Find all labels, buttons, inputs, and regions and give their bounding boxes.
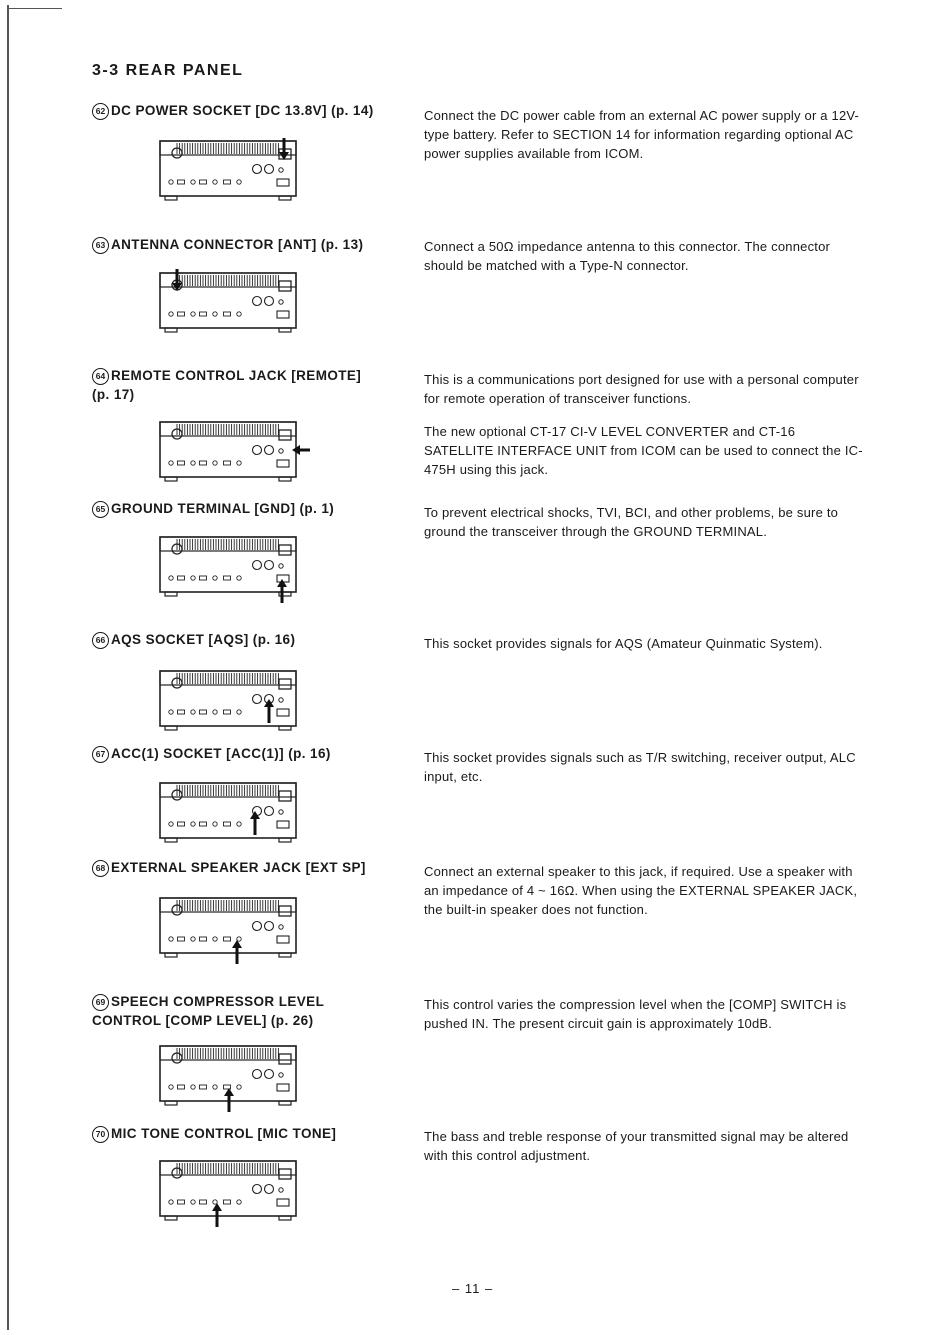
item-description-remote: [424, 370, 864, 493]
foot-right: [279, 726, 291, 730]
dc-socket-drawing: [279, 1169, 291, 1179]
aqs-socket-drawing: [265, 807, 274, 816]
rear-panel-drawing: [157, 777, 307, 847]
rear-jack-drawing: [224, 312, 231, 316]
rear-jack-drawing: [200, 1200, 207, 1204]
pointer-arrow-head: [232, 940, 242, 948]
item-number-badge: 66: [92, 632, 109, 649]
remote-jack-drawing: [279, 925, 283, 929]
pointer-arrow-head: [277, 579, 287, 587]
rear-panel-drawing: [157, 531, 307, 611]
rear-jack-drawing: [237, 576, 241, 580]
rear-panel-drawing: [157, 135, 307, 205]
rear-panel-diagram-comp-level: [157, 1040, 307, 1110]
item-heading-text: SPEECH COMPRESSOR LEVEL CONTROL [COMP LEVEL] (p. 26): [92, 994, 325, 1028]
item-heading-text: REMOTE CONTROL JACK [REMOTE] (p. 17): [92, 368, 362, 402]
item-description-mic-tone: [424, 1127, 864, 1179]
rear-jack-drawing: [169, 937, 173, 941]
description-paragraph: To prevent electrical shocks, TVI, BCI, and other problems, be sure to ground the transceiver through the GROUND TERMINAL.: [424, 505, 839, 539]
description-paragraph: The bass and treble response of your transmitted signal may be altered with this control adjustment.: [424, 1129, 849, 1163]
item-heading-remote: [92, 366, 402, 404]
aqs-socket-drawing: [265, 1070, 274, 1079]
item-heading-text: ACC(1) SOCKET [ACC(1)] (p. 16): [111, 746, 331, 761]
rear-jack-drawing: [178, 312, 185, 316]
ground-terminal-drawing: [277, 179, 289, 186]
rear-jack-drawing: [200, 461, 207, 465]
rear-panel-drawing: [157, 665, 307, 735]
rear-jack-drawing: [213, 1200, 217, 1204]
item-heading-mic-tone: [92, 1124, 402, 1143]
rear-jack-drawing: [191, 937, 195, 941]
dc-socket-drawing: [279, 791, 291, 801]
item-heading-text: MIC TONE CONTROL [MIC TONE]: [111, 1126, 337, 1141]
rear-jack-drawing: [237, 312, 241, 316]
rear-jack-drawing: [178, 937, 185, 941]
binding-edge-tick: [7, 8, 62, 9]
acc1-socket-drawing: [253, 561, 262, 570]
rear-jack-drawing: [213, 180, 217, 184]
item-heading-text: AQS SOCKET [AQS] (p. 16): [111, 632, 296, 647]
rear-jack-drawing: [191, 1200, 195, 1204]
rear-jack-drawing: [213, 576, 217, 580]
remote-jack-drawing: [279, 449, 283, 453]
remote-jack-drawing: [279, 698, 283, 702]
rear-jack-drawing: [200, 937, 207, 941]
rear-jack-drawing: [224, 710, 231, 714]
rear-jack-drawing: [213, 312, 217, 316]
dc-socket-drawing: [279, 430, 291, 440]
rear-jack-drawing: [200, 710, 207, 714]
rear-jack-drawing: [178, 710, 185, 714]
ground-terminal-drawing: [277, 1084, 289, 1091]
aqs-socket-drawing: [265, 446, 274, 455]
rear-jack-drawing: [178, 576, 185, 580]
foot-right: [279, 838, 291, 842]
description-paragraph: This socket provides signals for AQS (Amateur Quinmatic System).: [424, 636, 823, 651]
rear-panel-drawing: [157, 267, 307, 342]
foot-right: [279, 1216, 291, 1220]
dc-socket-drawing: [279, 281, 291, 291]
aqs-socket-drawing: [265, 297, 274, 306]
foot-left: [165, 953, 177, 957]
aqs-socket-drawing: [265, 165, 274, 174]
rear-jack-drawing: [169, 710, 173, 714]
item-description-ext-speaker: [424, 862, 864, 933]
remote-jack-drawing: [279, 1188, 283, 1192]
rear-jack-drawing: [237, 937, 241, 941]
foot-right: [279, 953, 291, 957]
foot-left: [165, 1216, 177, 1220]
rear-panel-diagram-antenna: [157, 267, 307, 337]
rear-jack-drawing: [191, 312, 195, 316]
rear-jack-drawing: [191, 822, 195, 826]
remote-jack-drawing: [279, 1073, 283, 1077]
rear-jack-drawing: [178, 461, 185, 465]
ground-terminal-drawing: [277, 460, 289, 467]
description-paragraph: This is a communications port designed for use with a personal computer for remote operation of transceiver functions.: [424, 372, 859, 406]
foot-right: [279, 1101, 291, 1105]
description-paragraph: The new optional CT-17 CI-V LEVEL CONVERTER and CT-16 SATELLITE INTERFACE UNIT from ICOM can be used to connect the IC-475H using this jack.: [424, 424, 863, 477]
rear-panel-drawing: [157, 1040, 307, 1115]
pointer-arrow-head: [264, 699, 274, 707]
aqs-socket-drawing: [265, 1185, 274, 1194]
rear-jack-drawing: [224, 1085, 231, 1089]
rear-jack-drawing: [191, 1085, 195, 1089]
acc1-socket-drawing: [253, 165, 262, 174]
acc1-socket-drawing: [253, 922, 262, 931]
rear-jack-drawing: [213, 937, 217, 941]
dc-socket-drawing: [279, 545, 291, 555]
acc1-socket-drawing: [253, 1185, 262, 1194]
ground-terminal-drawing: [277, 709, 289, 716]
description-paragraph: This control varies the compression level when the [COMP] SWITCH is pushed IN. The present circuit gain is approximately 10dB.: [424, 997, 847, 1031]
rear-jack-drawing: [191, 461, 195, 465]
rear-panel-diagram-remote: [157, 416, 307, 486]
item-description-dc-power: [424, 106, 864, 177]
item-heading-acc1: [92, 744, 402, 763]
rear-jack-drawing: [169, 1085, 173, 1089]
rear-jack-drawing: [169, 822, 173, 826]
foot-left: [165, 592, 177, 596]
rear-panel-drawing: [157, 892, 307, 970]
description-paragraph: Connect an external speaker to this jack, if required. Use a speaker with an impedance of 4 ~ 16Ω. When using the EXTERNAL SPEAKER JACK, the built-in speaker does not function.: [424, 864, 858, 917]
rear-jack-drawing: [237, 1085, 241, 1089]
aqs-socket-drawing: [265, 922, 274, 931]
binding-edge-line: [7, 5, 9, 1330]
aqs-socket-drawing: [265, 561, 274, 570]
rear-jack-drawing: [237, 710, 241, 714]
rear-jack-drawing: [224, 461, 231, 465]
rear-jack-drawing: [178, 180, 185, 184]
item-heading-text: GROUND TERMINAL [GND] (p. 1): [111, 501, 335, 516]
item-number-badge: 70: [92, 1126, 109, 1143]
rear-jack-drawing: [213, 1085, 217, 1089]
rear-jack-drawing: [169, 180, 173, 184]
item-description-acc1: [424, 748, 864, 800]
rear-jack-drawing: [169, 312, 173, 316]
item-heading-text: ANTENNA CONNECTOR [ANT] (p. 13): [111, 237, 364, 252]
rear-jack-drawing: [169, 1200, 173, 1204]
rear-jack-drawing: [224, 937, 231, 941]
item-heading-comp-level: [92, 992, 402, 1030]
rear-panel-drawing: [157, 416, 317, 486]
rear-jack-drawing: [178, 822, 185, 826]
remote-jack-drawing: [279, 564, 283, 568]
rear-jack-drawing: [178, 1200, 185, 1204]
item-heading-text: EXTERNAL SPEAKER JACK [EXT SP]: [111, 860, 366, 875]
item-number-badge: 65: [92, 501, 109, 518]
item-number-badge: 69: [92, 994, 109, 1011]
description-paragraph: This socket provides signals such as T/R switching, receiver output, ALC input, etc.: [424, 750, 856, 784]
rear-jack-drawing: [200, 576, 207, 580]
pointer-arrow-head: [212, 1203, 222, 1211]
ground-terminal-drawing: [277, 936, 289, 943]
foot-left: [165, 838, 177, 842]
rear-jack-drawing: [169, 461, 173, 465]
rear-jack-drawing: [237, 180, 241, 184]
rear-jack-drawing: [200, 180, 207, 184]
rear-jack-drawing: [178, 1085, 185, 1089]
item-number-badge: 64: [92, 368, 109, 385]
ground-terminal-drawing: [277, 821, 289, 828]
rear-jack-drawing: [224, 180, 231, 184]
item-heading-text: DC POWER SOCKET [DC 13.8V] (p. 14): [111, 103, 374, 118]
ground-terminal-drawing: [277, 311, 289, 318]
rear-jack-drawing: [213, 822, 217, 826]
dc-socket-drawing: [279, 906, 291, 916]
item-heading-antenna: [92, 235, 402, 254]
acc1-socket-drawing: [253, 1070, 262, 1079]
item-heading-ext-speaker: [92, 858, 402, 877]
rear-jack-drawing: [213, 710, 217, 714]
item-number-badge: 68: [92, 860, 109, 877]
item-number-badge: 63: [92, 237, 109, 254]
item-heading-ground: [92, 499, 402, 518]
foot-left: [165, 1101, 177, 1105]
rear-jack-drawing: [191, 710, 195, 714]
rear-jack-drawing: [200, 1085, 207, 1089]
acc1-socket-drawing: [253, 695, 262, 704]
description-paragraph: Connect a 50Ω impedance antenna to this connector. The connector should be matched with a Type-N connector.: [424, 239, 831, 273]
rear-panel-diagram-ext-speaker: [157, 892, 307, 962]
rear-jack-drawing: [237, 461, 241, 465]
dc-socket-drawing: [279, 679, 291, 689]
item-heading-dc-power: [92, 101, 402, 120]
ground-terminal-drawing: [277, 1199, 289, 1206]
rear-jack-drawing: [237, 1200, 241, 1204]
rear-panel-drawing: [157, 1155, 307, 1235]
description-paragraph: Connect the DC power cable from an external AC power supply or a 12V-type battery. Refer to SECTION 14 for information regarding optional AC power supplies available from ICOM.: [424, 108, 860, 161]
item-description-aqs: [424, 634, 864, 667]
item-description-antenna: [424, 237, 864, 289]
item-description-ground: [424, 503, 864, 555]
remote-jack-drawing: [279, 168, 283, 172]
foot-left: [165, 726, 177, 730]
remote-jack-drawing: [279, 810, 283, 814]
rear-panel-diagram-acc1: [157, 777, 307, 847]
section-title: 3-3 REAR PANEL: [92, 62, 244, 79]
rear-panel-diagram-mic-tone: [157, 1155, 307, 1225]
remote-jack-drawing: [279, 300, 283, 304]
rear-jack-drawing: [224, 822, 231, 826]
dc-socket-drawing: [279, 1054, 291, 1064]
rear-jack-drawing: [191, 576, 195, 580]
page-number: – 11 –: [452, 1281, 494, 1296]
rear-jack-drawing: [224, 1200, 231, 1204]
rear-panel-diagram-ground: [157, 531, 307, 601]
rear-jack-drawing: [224, 576, 231, 580]
item-number-badge: 62: [92, 103, 109, 120]
item-heading-aqs: [92, 630, 402, 649]
rear-jack-drawing: [213, 461, 217, 465]
item-number-badge: 67: [92, 746, 109, 763]
acc1-socket-drawing: [253, 446, 262, 455]
rear-jack-drawing: [237, 822, 241, 826]
rear-panel-diagram-dc-power: [157, 135, 307, 205]
acc1-socket-drawing: [253, 297, 262, 306]
rear-jack-drawing: [200, 312, 207, 316]
rear-jack-drawing: [169, 576, 173, 580]
item-description-comp-level: [424, 995, 864, 1047]
rear-panel-diagram-aqs: [157, 665, 307, 735]
rear-jack-drawing: [191, 180, 195, 184]
rear-jack-drawing: [200, 822, 207, 826]
